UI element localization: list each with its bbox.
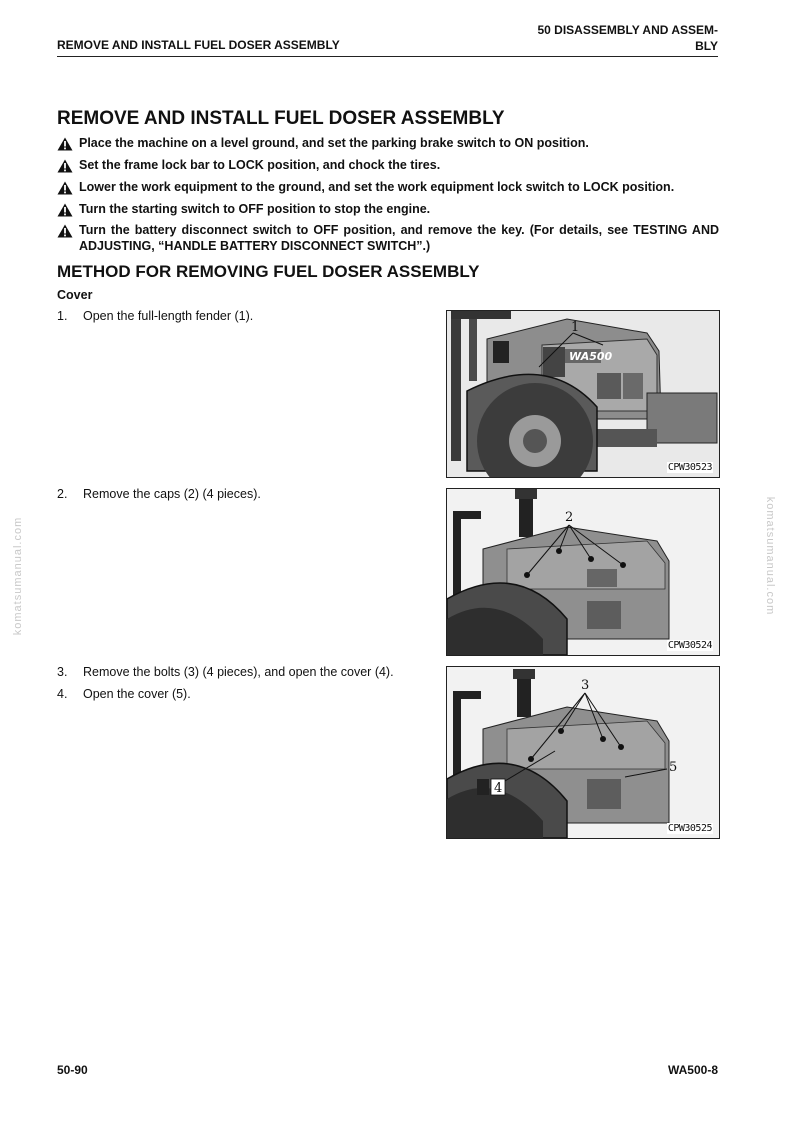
warning-text: Place the machine on a level ground, and set the parking brake switch to ON position. xyxy=(79,136,589,150)
footer-model: WA500-8 xyxy=(667,1063,718,1077)
step-number: 3. xyxy=(57,665,68,679)
subsection-heading: Cover xyxy=(57,288,93,302)
step-text: Open the full-length fender (1). xyxy=(83,309,254,323)
figure-code: CPW30525 xyxy=(667,823,712,834)
callout-label: 2 xyxy=(565,510,574,525)
step-number: 4. xyxy=(57,687,68,701)
figure-covers xyxy=(446,666,720,839)
warning-text: Set the frame lock bar to LOCK position, and chock the tires. xyxy=(79,158,441,172)
header-chapter-title xyxy=(538,22,719,54)
loader-fender-illustration xyxy=(447,311,719,477)
warning-text: Turn the starting switch to OFF position to stop the engine. xyxy=(79,202,431,216)
callout-label: 5 xyxy=(669,760,678,775)
figure-code: CPW30523 xyxy=(667,462,712,473)
warning-triangle-icon xyxy=(57,181,73,195)
header-rule xyxy=(57,56,718,57)
warning-item xyxy=(57,135,719,151)
callout-label: 1 xyxy=(571,320,580,335)
figure-code: CPW30524 xyxy=(667,640,712,651)
method-heading: METHOD FOR REMOVING FUEL DOSER ASSEMBLY xyxy=(57,262,480,281)
warning-text: Turn the battery disconnect switch to OFF position, and remove the key. (For details, see TESTING AND ADJUSTING, “HANDLE BATTERY DISCONNECT SWITCH”.) xyxy=(79,223,719,253)
warning-triangle-icon xyxy=(57,137,73,151)
figure-fender xyxy=(446,310,720,478)
callout-label: 4 xyxy=(494,781,503,796)
figure-caps xyxy=(446,488,720,656)
warning-text: Lower the work equipment to the ground, and set the work equipment lock switch to LOCK position. xyxy=(79,180,675,194)
footer-page-number: 50-90 xyxy=(57,1063,88,1077)
step-number: 2. xyxy=(57,487,68,501)
header-chapter-line1: 50 DISASSEMBLY AND ASSEM- xyxy=(537,23,718,37)
callout-label: 3 xyxy=(581,678,590,693)
warning-item xyxy=(57,179,719,195)
warning-item xyxy=(57,222,719,254)
watermark-right: komatsumanual.com xyxy=(764,496,776,616)
step-text: Remove the bolts (3) (4 pieces), and open the cover (4). xyxy=(83,665,394,679)
step-text: Remove the caps (2) (4 pieces). xyxy=(83,487,261,501)
warning-item xyxy=(57,201,719,217)
loader-covers-illustration xyxy=(447,667,719,838)
warning-item xyxy=(57,157,719,173)
loader-caps-illustration xyxy=(447,489,719,655)
warning-triangle-icon xyxy=(57,203,73,217)
header-section-title: REMOVE AND INSTALL FUEL DOSER ASSEMBLY xyxy=(57,38,340,52)
step-text: Open the cover (5). xyxy=(83,687,191,701)
watermark-left: komatsumanual.com xyxy=(12,516,24,636)
header-chapter-line2: BLY xyxy=(695,39,718,53)
warning-triangle-icon xyxy=(57,224,73,238)
model-badge-text: WA500 xyxy=(569,350,613,363)
warning-triangle-icon xyxy=(57,159,73,173)
page-title: REMOVE AND INSTALL FUEL DOSER ASSEMBLY xyxy=(57,108,505,129)
step-number: 1. xyxy=(57,309,68,323)
